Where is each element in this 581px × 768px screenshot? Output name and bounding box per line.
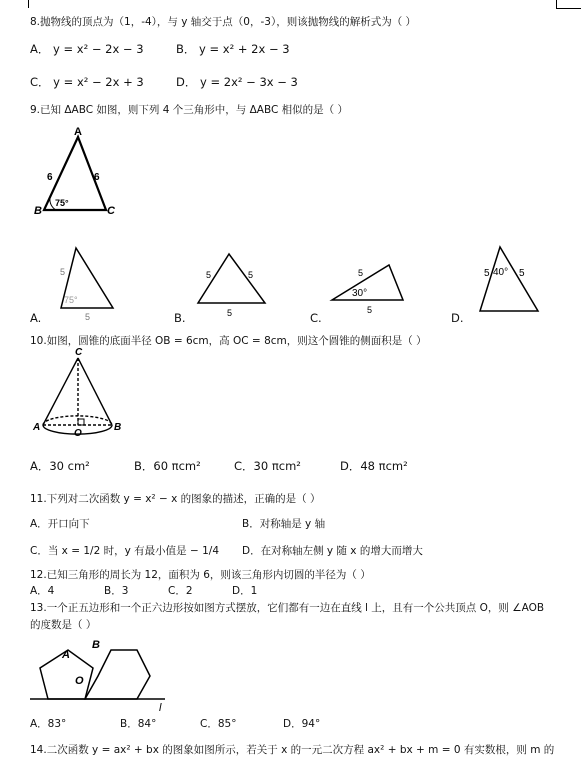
cone-label-a: A: [33, 422, 41, 433]
choice-a-angle: 75°: [64, 295, 78, 305]
q10-option-a: A．30 cm²: [30, 459, 90, 473]
q8-option-b: B． y = x² + 2x − 3: [176, 42, 290, 56]
choice-d-triangle: [480, 247, 538, 311]
q13-option-b: B．84°: [120, 718, 157, 730]
label-side-ac: 6: [94, 172, 100, 183]
label-a: A: [74, 126, 82, 138]
choice-d-angle: 40°: [493, 267, 509, 278]
pentagon-hexagon-figure: [30, 650, 165, 699]
question-14-stem: 14.二次函数 y = ax² + bx 的图象如图所示，若关于 x 的一元二次方程 ax² + bx + m = 0 有实数根，则 m 的: [30, 744, 555, 756]
cone-label-b: B: [114, 422, 122, 433]
q10-option-b: B．60 πcm²: [134, 459, 201, 473]
q12-option-a: A．4: [30, 585, 55, 597]
q13-option-d: D．94°: [283, 718, 321, 730]
question-11-stem: 11.下列对二次函数 y = x² − x 的图象的描述，正确的是（ ）: [30, 493, 321, 505]
cone-label-c: C: [75, 347, 83, 358]
fig13-label-b: B: [92, 639, 100, 651]
q13-option-a: A．83°: [30, 718, 67, 730]
label-side-ab: 6: [47, 172, 53, 183]
q10-option-c: C．30 πcm²: [234, 459, 301, 473]
choice-c-angle: 30°: [352, 288, 368, 299]
fig13-label-l: l: [159, 702, 162, 714]
choice-a-side1: 5: [60, 267, 66, 277]
q12-option-b: B．3: [104, 585, 129, 597]
choice-d-side2: 5: [519, 268, 525, 279]
q11-option-c: C．当 x = 1/2 时，y 有最小值是 − 1/4: [30, 545, 220, 557]
q10-option-d: D．48 πcm²: [340, 459, 408, 473]
choice-c-triangle: [332, 265, 403, 300]
fig13-label-a: A: [62, 649, 70, 661]
choice-c-side1: 5: [358, 268, 364, 278]
choice-a-side2: 5: [85, 312, 91, 322]
question-9-stem: 9.已知 ΔABC 如图，则下列 4 个三角形中，与 ΔABC 相似的是（ ）: [30, 104, 348, 116]
q13-option-c: C．85°: [200, 718, 237, 730]
q12-option-d: D．1: [232, 585, 258, 597]
q9-choice-b-letter: B.: [174, 311, 186, 325]
q11-option-b: B．对称轴是 y 轴: [242, 518, 326, 530]
q11-option-d: D．在对称轴左侧 y 随 x 的增大而增大: [242, 545, 423, 557]
choice-b-side3: 5: [227, 308, 233, 318]
question-13-stem-line2: 的度数是（ ）: [30, 619, 97, 631]
question-8-stem: 8.抛物线的顶点为（1，-4），与 y 轴交于点（0，-3），则该抛物线的解析式为（ ）: [30, 16, 417, 28]
label-b: B: [34, 205, 42, 217]
q8-option-d: D． y = 2x² − 3x − 3: [176, 75, 298, 89]
q9-choice-d-letter: D.: [451, 311, 464, 325]
q12-option-c: C．2: [168, 585, 193, 597]
question-10-stem: 10.如图，圆锥的底面半径 OB = 6cm，高 OC = 8cm，则这个圆锥的侧面积是（ ）: [30, 335, 427, 347]
cone-label-o: O: [74, 428, 82, 439]
choice-b-side2: 5: [248, 270, 254, 280]
label-angle-b: 75°: [55, 198, 69, 208]
cone-figure: [43, 358, 112, 434]
q8-option-c: C． y = x² − 2x + 3: [30, 75, 144, 89]
fig13-label-o: O: [75, 675, 84, 687]
choice-d-side1: 5: [484, 268, 490, 279]
q8-option-a: A． y = x² − 2x − 3: [30, 42, 144, 56]
q11-option-a: A．开口向下: [30, 518, 90, 530]
choice-b-side1: 5: [206, 270, 212, 280]
q9-choice-a-letter: A.: [30, 311, 42, 325]
label-c: C: [107, 205, 115, 217]
question-13-stem-line1: 13.一个正五边形和一个正六边形按如图方式摆放，它们都有一边在直线 l 上，且有一个公共顶点 O，则 ∠AOB: [30, 602, 545, 614]
choice-c-side2: 5: [367, 305, 373, 315]
question-12-stem: 12.已知三角形的周长为 12，面积为 6，则该三角形内切圆的半径为（ ）: [30, 569, 371, 581]
q9-choice-c-letter: C.: [310, 311, 322, 325]
